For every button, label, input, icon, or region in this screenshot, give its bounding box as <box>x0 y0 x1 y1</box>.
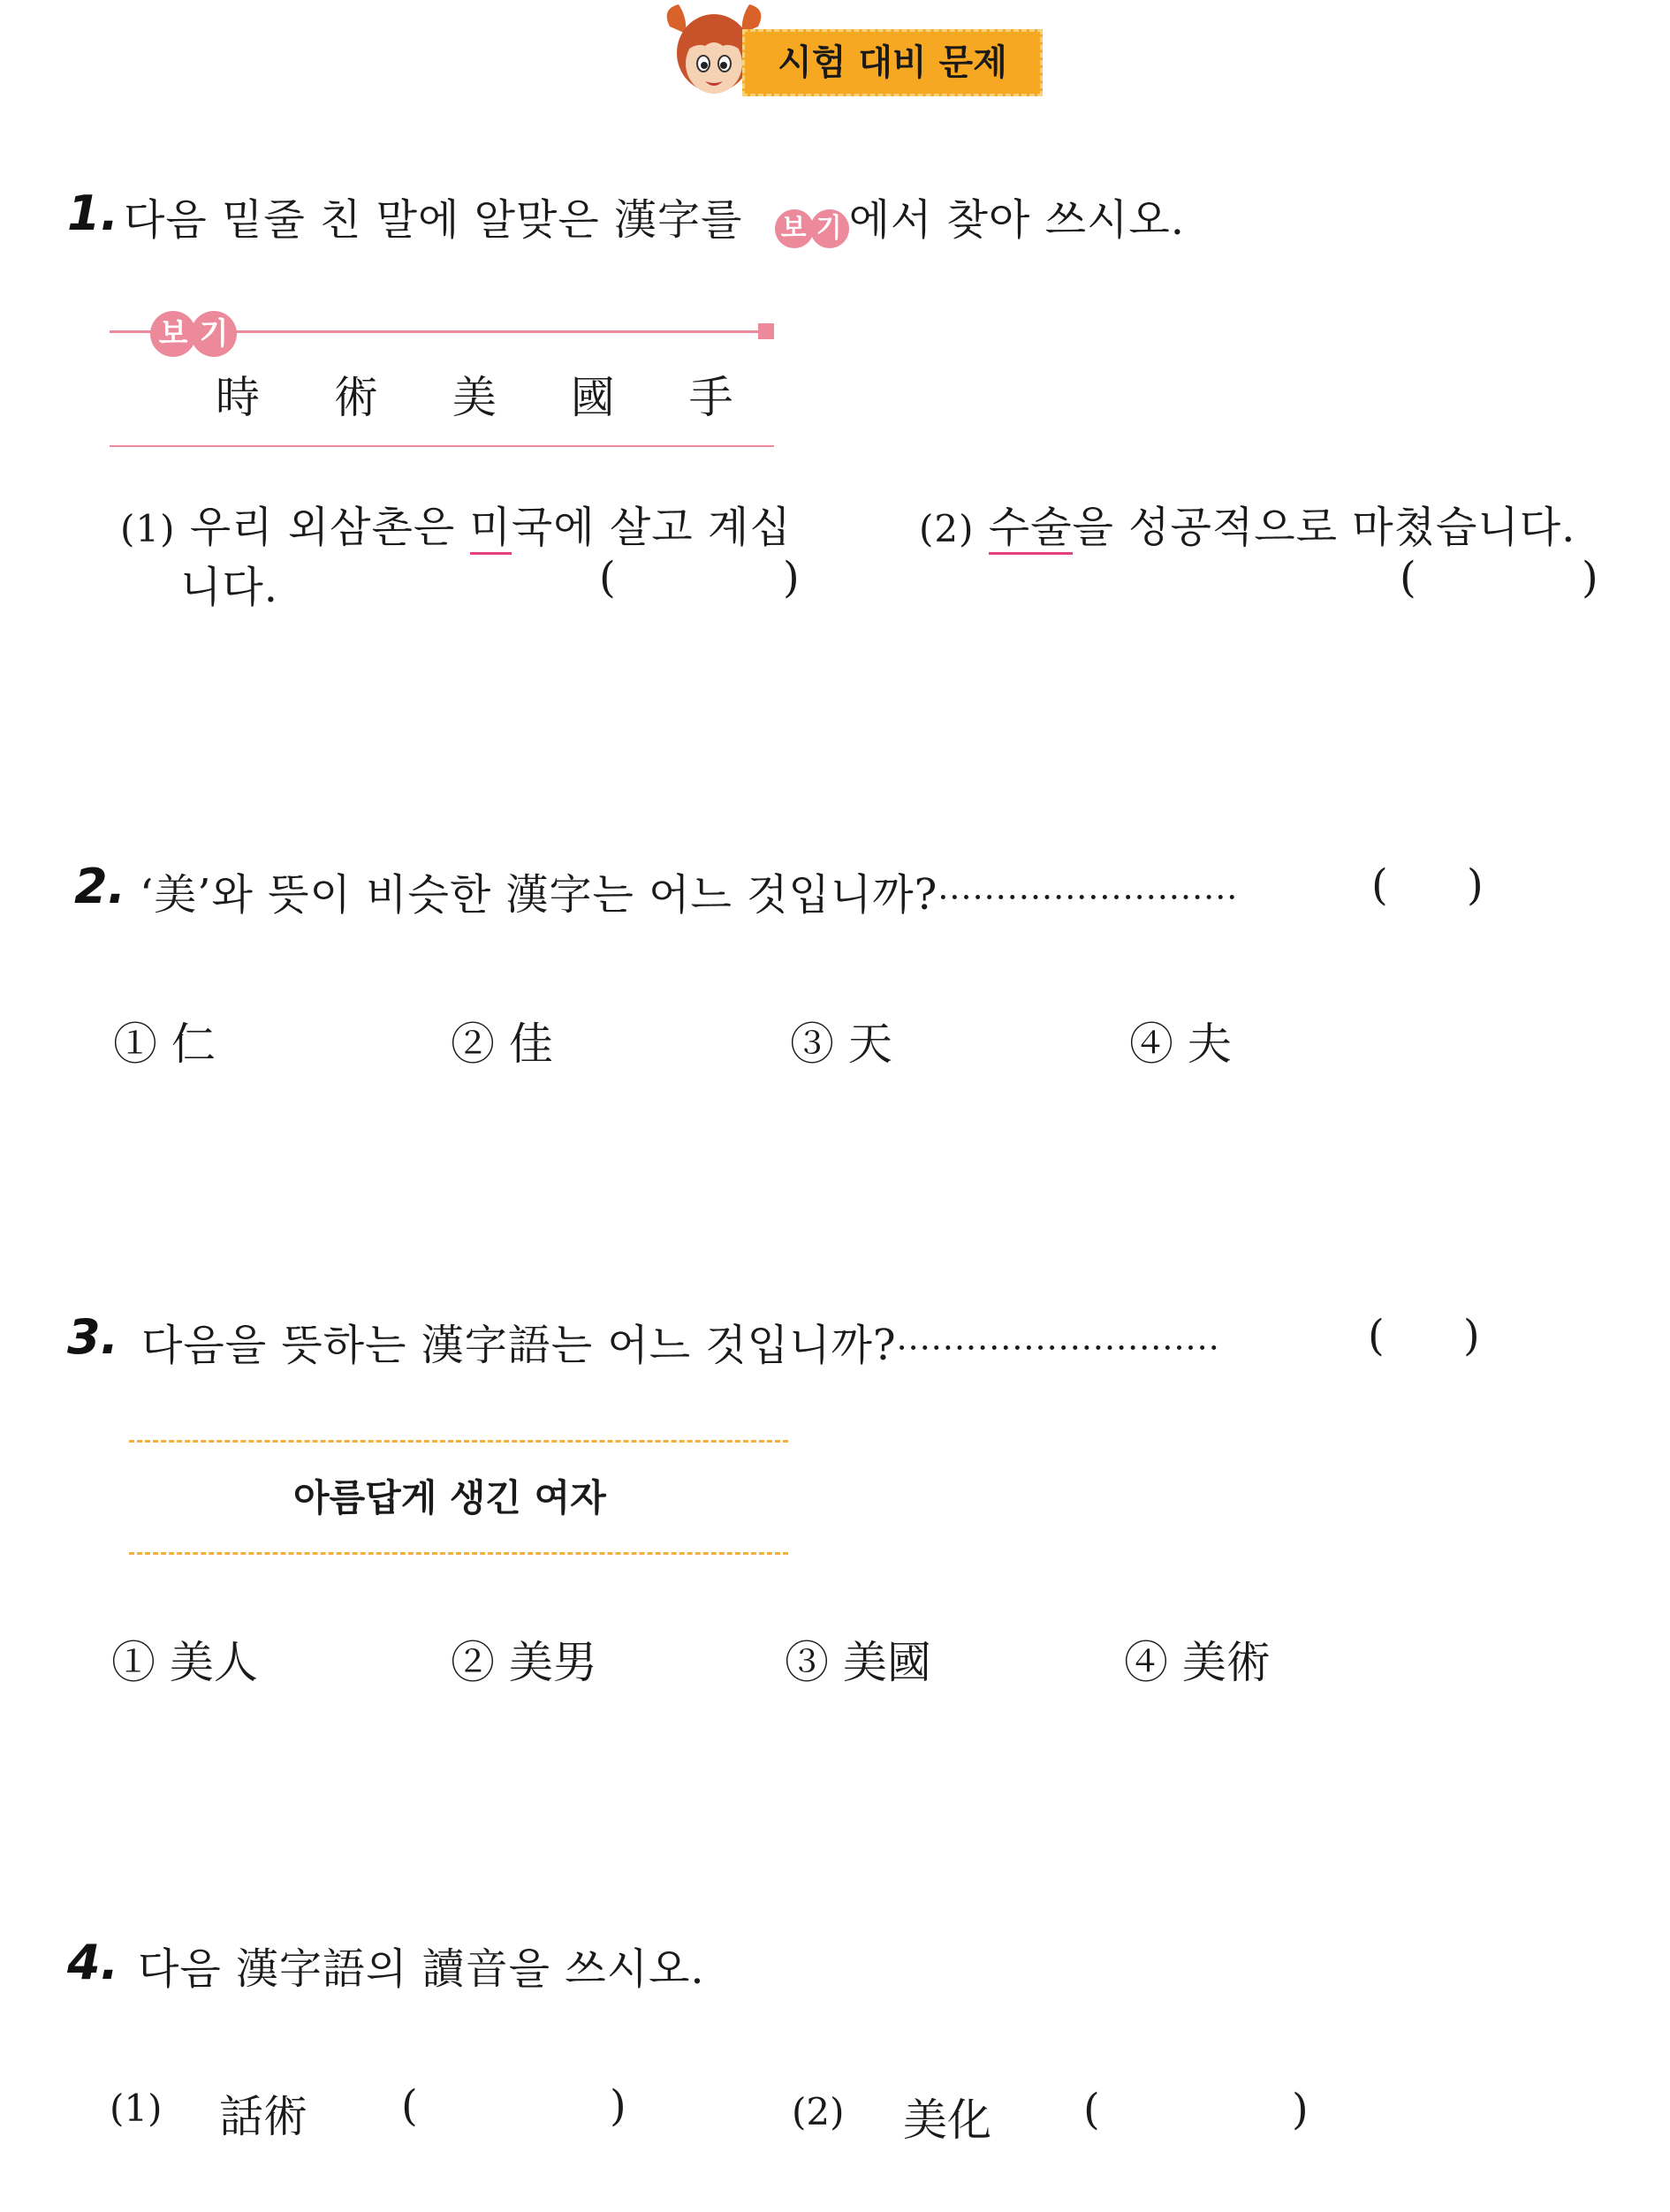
q3-dots: ···························· <box>896 1329 1220 1367</box>
q4-item-1-word: 話術 <box>219 2091 307 2142</box>
q3-number: 3. <box>67 1309 119 1365</box>
q1-sub1-paren-close: ) <box>783 553 800 602</box>
q1-sub1-underlined: 미 <box>470 503 512 555</box>
q1-sub2-rest: 을 성공적으로 마쳤습니다. <box>1072 503 1576 552</box>
bogi-char: 手 <box>688 372 733 423</box>
q2-choice-3[interactable]: ③ 天 <box>790 1019 892 1070</box>
q1-sub2-paren-open: ( <box>1400 553 1416 602</box>
header-title: 시험 대비 문제 <box>778 42 1007 83</box>
q4-item-1-num: (1) <box>110 2087 163 2130</box>
q3-choice-1[interactable]: ① 美人 <box>111 1637 258 1688</box>
q4-item-2-word: 美化 <box>903 2095 991 2146</box>
q4-item-2-paren-close: ) <box>1292 2085 1309 2134</box>
bogi-label-char-2: 기 <box>191 311 237 357</box>
q1-text-before: 다음 밑줄 친 말에 알맞은 漢字를 <box>124 195 743 245</box>
q1-sub1-answer-field[interactable] <box>619 557 778 606</box>
q3-line <box>141 1311 1220 1372</box>
bogi-char: 術 <box>333 372 378 423</box>
q1-instruction <box>124 186 1185 248</box>
q1-sub2-line <box>919 493 1575 554</box>
q3-choice-2[interactable]: ② 美男 <box>451 1637 597 1688</box>
bogi-label <box>150 311 237 357</box>
q2-number: 2. <box>74 859 126 914</box>
q1-sub2-answer-field[interactable] <box>1419 557 1578 606</box>
q4-item-1-answer-field[interactable] <box>422 2085 608 2134</box>
q1-sub2-num: (2) <box>919 507 975 550</box>
q1-sub2-underlined: 수술 <box>989 503 1073 555</box>
bogi-chars <box>216 362 742 426</box>
q1-bogi-badge <box>775 198 849 248</box>
q1-sub1-line1 <box>120 493 792 554</box>
header-title-box <box>742 29 1043 96</box>
bogi-label-char-1: 보 <box>150 311 196 357</box>
q1-text-after: 에서 찾아 쓰시오. <box>848 195 1185 245</box>
bogi-bottom-line <box>110 445 774 447</box>
q1-sub1-pre: 우리 외삼촌은 <box>189 503 470 552</box>
q2-paren-open: ( <box>1371 860 1388 910</box>
q1-badge-char-1: 보 <box>775 209 814 248</box>
bogi-char: 美 <box>452 372 497 423</box>
q4-number: 4. <box>67 1935 119 1990</box>
bogi-box <box>110 311 778 452</box>
q3-definition-text: 아름답게 생긴 여자 <box>293 1476 606 1519</box>
q1-number: 1. <box>67 186 119 241</box>
q2-paren-close: ) <box>1467 860 1484 910</box>
q3-paren-close: ) <box>1463 1311 1480 1360</box>
q1-sub2-paren-close: ) <box>1582 553 1598 602</box>
q2-line <box>140 860 1238 921</box>
q1-sub1-paren-open: ( <box>599 553 616 602</box>
q2-dots: ·························· <box>937 878 1239 917</box>
bogi-end-square <box>758 323 774 339</box>
q3-choice-4[interactable]: ④ 美術 <box>1124 1637 1271 1688</box>
q4-item-2-paren-open: ( <box>1083 2085 1100 2134</box>
q4-item-2-num: (2) <box>792 2090 845 2133</box>
q2-choice-1[interactable]: ① 仁 <box>113 1019 216 1070</box>
q1-sub1-line2: 니다. <box>180 563 278 612</box>
q2-choice-4[interactable]: ④ 夫 <box>1129 1019 1232 1070</box>
q1-sub1-post: 국에 살고 계십 <box>511 503 792 552</box>
q4-item-1-paren-close: ) <box>610 2081 626 2131</box>
q4-item-1-paren-open: ( <box>401 2081 418 2131</box>
bogi-char: 時 <box>216 372 260 423</box>
q4-item-2-answer-field[interactable] <box>1104 2088 1290 2138</box>
q2-text: ‘美’와 뜻이 비슷한 漢字는 어느 것입니까? <box>140 870 938 920</box>
q3-text: 다음을 뜻하는 漢字語는 어느 것입니까? <box>141 1321 897 1370</box>
q1-sub1-num: (1) <box>120 507 176 550</box>
q4-text: 다음 漢字語의 讀音을 쓰시오. <box>138 1944 705 1994</box>
q3-paren-open: ( <box>1368 1311 1385 1360</box>
q3-definition-box <box>129 1440 788 1555</box>
q3-answer-field[interactable] <box>1387 1314 1463 1364</box>
header-badge <box>661 0 1059 106</box>
q1-badge-char-2: 기 <box>810 209 849 248</box>
bogi-char: 國 <box>570 372 615 423</box>
q2-answer-field[interactable] <box>1391 864 1467 913</box>
q2-choice-2[interactable]: ② 佳 <box>451 1019 553 1070</box>
q3-choice-3[interactable]: ③ 美國 <box>785 1637 931 1688</box>
